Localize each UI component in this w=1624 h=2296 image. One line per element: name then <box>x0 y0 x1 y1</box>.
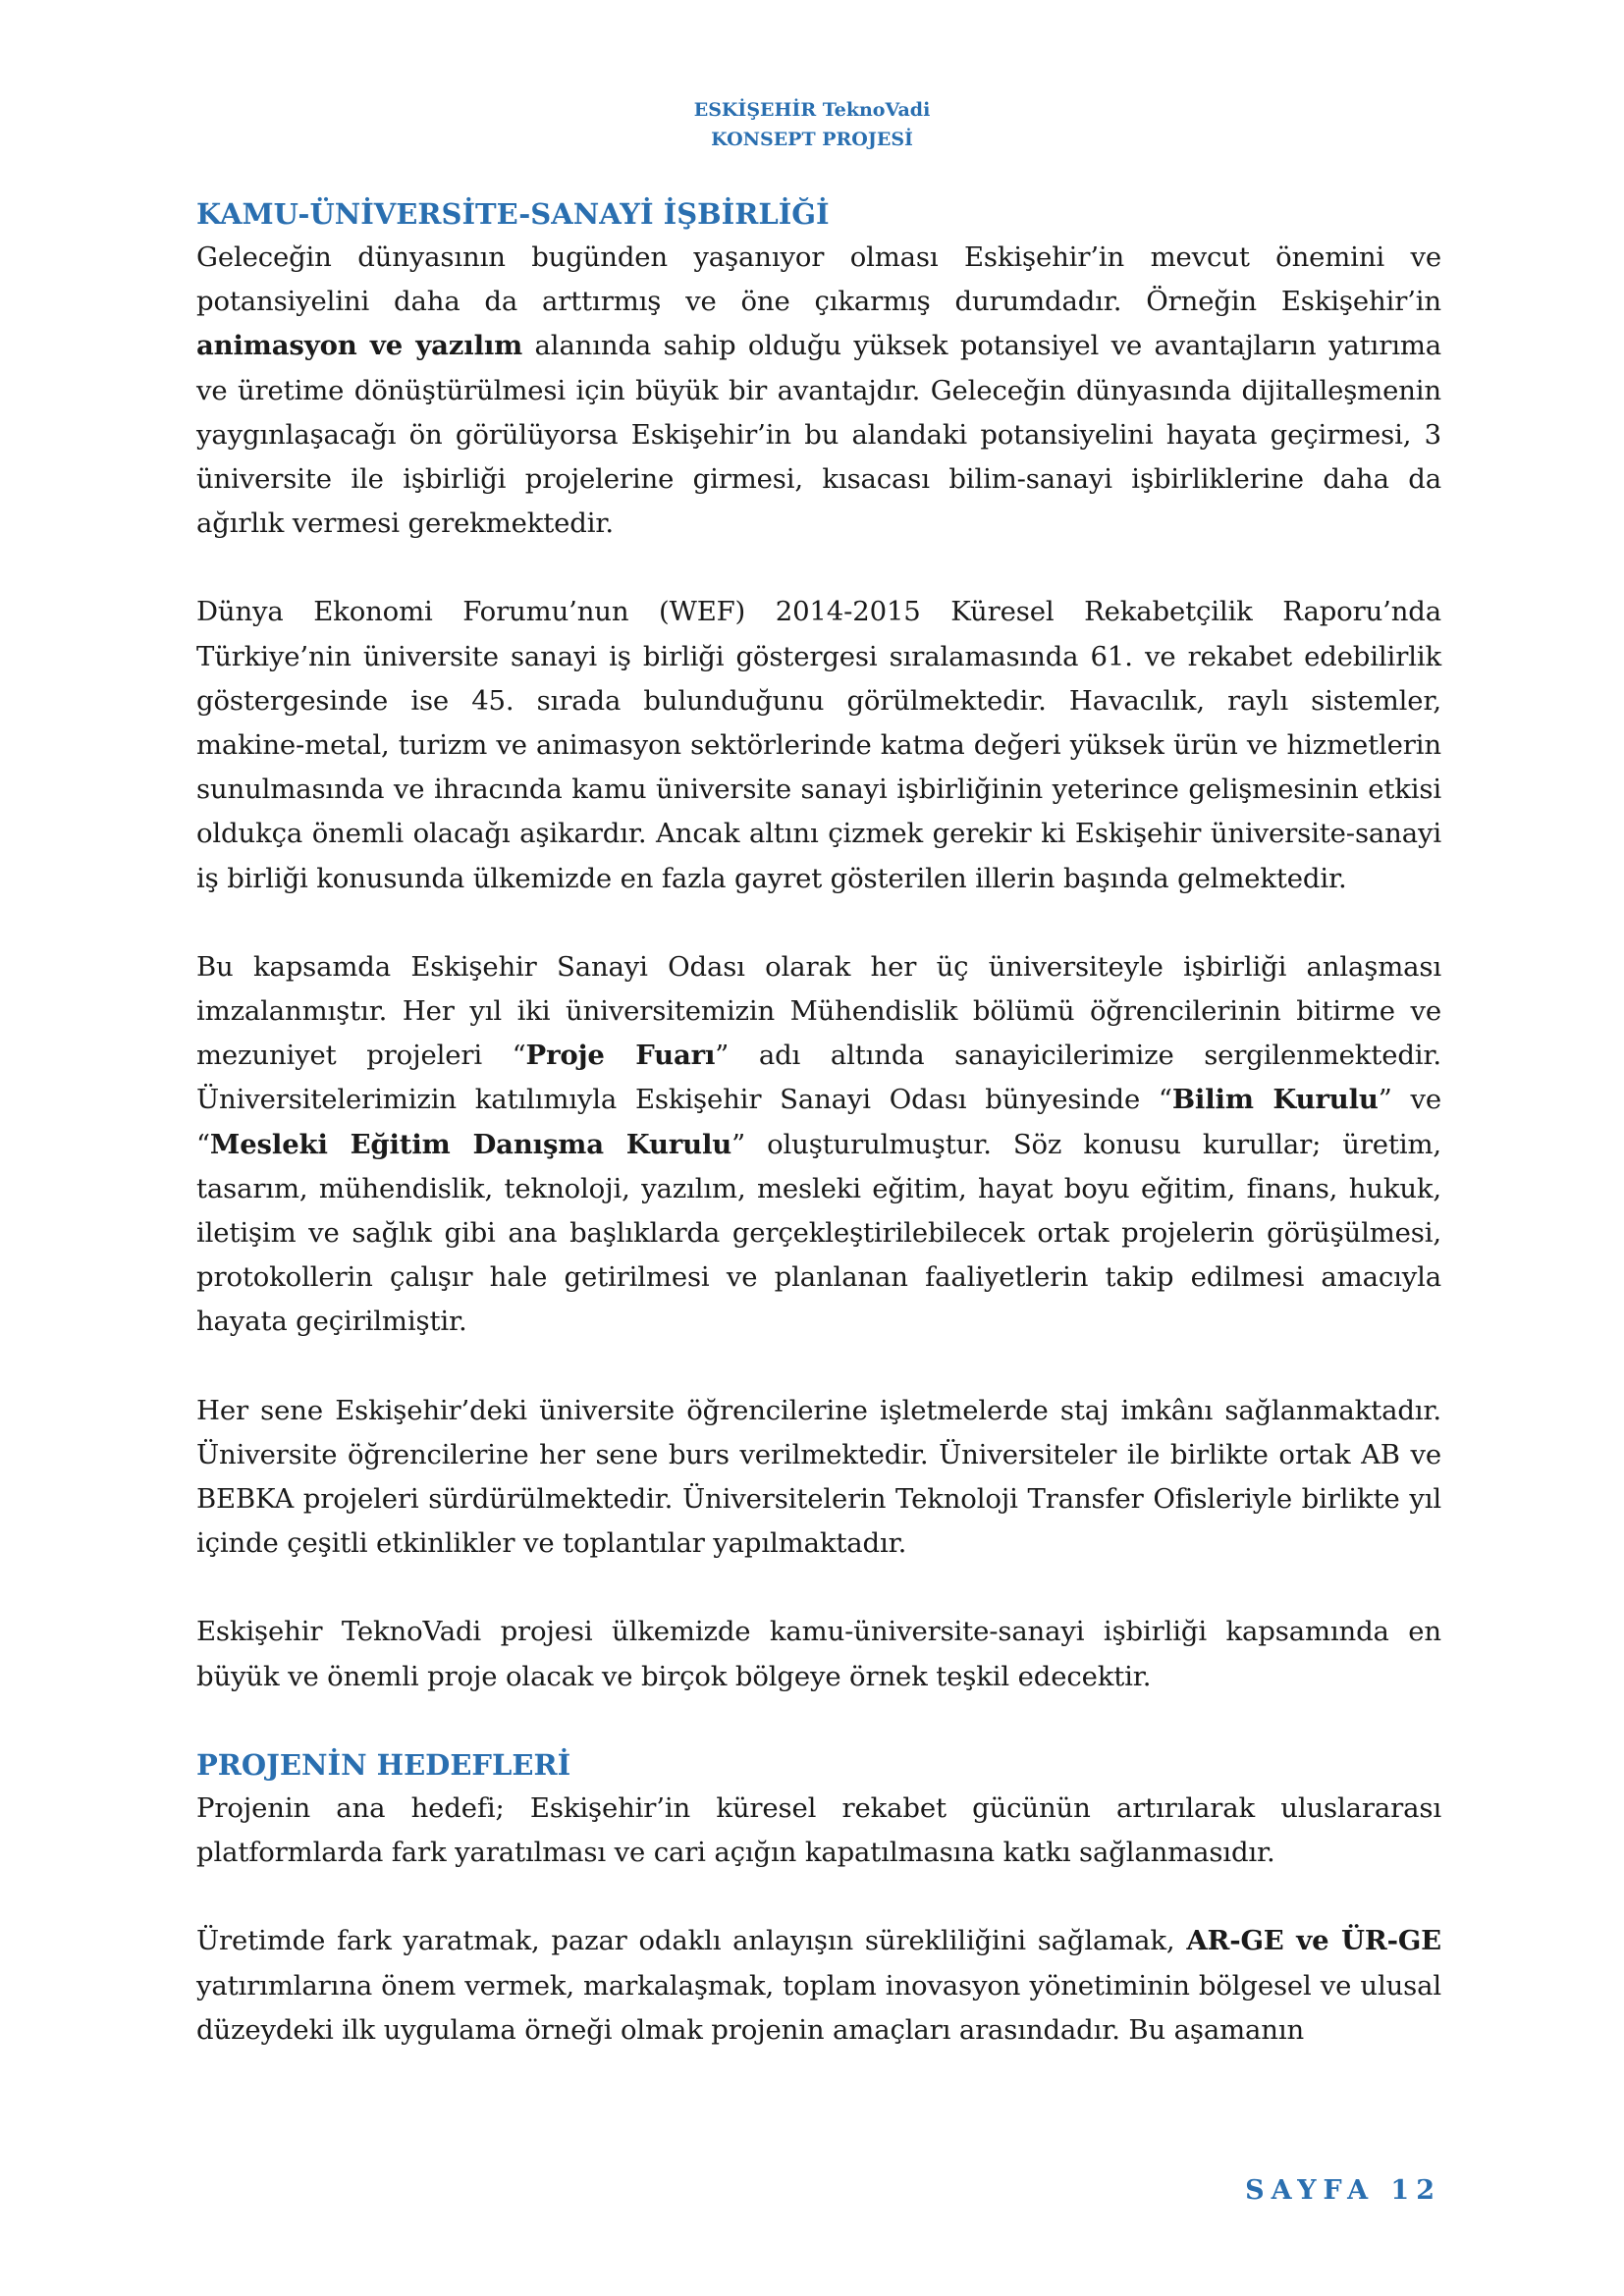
emphasis-science-board: Bilim Kurulu <box>1171 1084 1379 1116</box>
emphasis-project-fair: Proje Fuarı <box>525 1040 716 1072</box>
section-title-goals: PROJENİN HEDEFLERİ <box>196 1747 571 1782</box>
paragraph-2: Dünya Ekonomi Forumu’nun (WEF) 2014-2015 Küresel Rekabetçilik Raporu’nda Türkiye’nin üniversite sanayi iş birliği göstergesi sıralamasında 61. ve rekabet edebilirlik göstergesinde ise 45. sırada bulunduğunu görülmektedir. Havacılık, raylı sistemler, makine-metal, turizm ve animasyon sektörlerinde katma değeri yüksek ürün ve hizmetlerin sunulmasında ve ihracında kamu üniversite sanayi işbirliğinin yeterince gelişmesinin etkisi oldukça önemli olacağı aşikardır. Ancak altını çizmek gerekir ki Eskişehir üniversite-sanayi iş birliği konusunda ülkemizde en fazla gayret gösterilen illerin başında gelmektedir. <box>196 596 1441 894</box>
emphasis-animation-software: animasyon ve yazılım <box>196 330 523 362</box>
paragraph-4: Her sene Eskişehir’deki üniversite öğrencilerine işletmelerde staj imkânı sağlanmaktadır. Üniversite öğrencilerine her sene burs verilmektedir. Üniversiteler ile birlikte ortak AB ve BEBKA projeleri sürdürülmektedir. Üniversitelerin Teknoloji Transfer Ofisleriyle birlikte yıl içinde çeşitli etkinlikler ve toplantılar yapılmaktadır. <box>196 1394 1441 1560</box>
paragraph-7: Üretimde fark yaratmak, pazar odaklı anlayışın sürekliliğini sağlamak, AR-GE ve ÜR-GE yatırımlarına önem vermek, markalaşmak, toplam inovasyon yönetiminin bölgesel ve ulusal düzeydeki ilk uygulama örneği olmak projenin amaçları arasındadır. Bu aşamanın <box>196 1925 1441 2046</box>
header-line-1: ESKİŞEHİR TeknoVadi <box>693 99 931 121</box>
document-body <box>196 192 1441 2097</box>
page-number: SAYFA 12 <box>1245 2175 1441 2206</box>
section-title-cooperation: KAMU-ÜNİVERSİTE-SANAYİ İŞBİRLİĞİ <box>196 197 830 231</box>
paragraph-3: Bu kapsamda Eskişehir Sanayi Odası olarak her üç üniversiteyle işbirliği anlaşması imzalanmıştır. Her yıl iki üniversitemizin Mühendislik bölümü öğrencilerinin bitirme ve mezuniyet projeleri “Proje Fuarı” adı altında sanayicilerimize sergilenmektedir. Üniversitelerimizin katılımıyla Eskişehir Sanayi Odası bünyesinde “Bilim Kurulu” ve “Mesleki Eğitim Danışma Kurulu” oluşturulmuştur. Söz konusu kurullar; üretim, tasarım, mühendislik, teknoloji, yazılım, mesleki eğitim, hayat boyu eğitim, finans, hukuk, iletişim ve sağlık gibi ana başlıklarda gerçekleştirilebilecek ortak projelerin görüşülmesi, protokollerin çalışır hale getirilmesi ve planlanan faaliyetlerin takip edilmesi amacıyla hayata geçirilmiştir. <box>196 950 1441 1338</box>
paragraph-1: Geleceğin dünyasının bugünden yaşanıyor olması Eskişehir’in mevcut önemini ve potansiyelini daha da arttırmış ve öne çıkarmış durumdadır. Örneğin Eskişehir’in animasyon ve yazılım alanında sahip olduğu yüksek potansiyel ve avantajların yatırıma ve üretime dönüştürülmesi için büyük bir avantajdır. Geleceğin dünyasında dijitalleşmenin yaygınlaşacağı ön görülüyorsa Eskişehir’in bu alandaki potansiyelini hayata geçirmesi, 3 üniversite ile işbirliği projelerine girmesi, kısacası bilim-sanayi işbirliklerine daha da ağırlık vermesi gerekmektedir. <box>196 241 1442 540</box>
paragraph-5: Eskişehir TeknoVadi projesi ülkemizde kamu-üniversite-sanayi işbirliği kapsamında en büyük ve önemli proje olacak ve birçok bölgeye örnek teşkil edecektir. <box>196 1616 1441 1692</box>
header-line-2: KONSEPT PROJESİ <box>711 129 913 150</box>
emphasis-vocational-board: Mesleki Eğitim Danışma Kurulu <box>209 1128 732 1160</box>
page-header <box>0 95 1624 154</box>
emphasis-rd: AR-GE ve ÜR-GE <box>1186 1925 1441 1957</box>
paragraph-6: Projenin ana hedefi; Eskişehir’in küresel rekabet gücünün artırılarak uluslararası platformlarda fark yaratılması ve cari açığın kapatılmasına katkı sağlanmasıdır. <box>196 1791 1441 1869</box>
